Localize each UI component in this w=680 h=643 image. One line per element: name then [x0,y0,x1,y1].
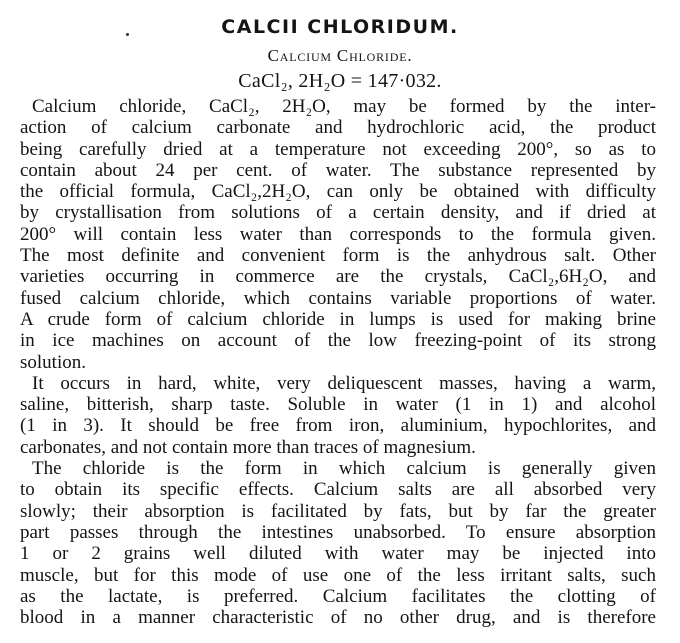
text-line: action of calcium carbonate and hydrochloric acid, the product [20,117,656,139]
text-line: by crystallisation from solutions of a certain density, and if dried at [20,202,656,224]
text-line: as the lactate, is preferred. Calcium facilitates the clotting of [20,585,656,607]
text-line: Calcium chloride, CaCl₂, 2H₂O, may be formed by the inter- [32,96,656,117]
text-line: varieties occurring in commerce are the crystals, CaCl₂,6H₂O, and [20,266,656,288]
text-line: fused calcium chloride, which contains variable proportions of water. [20,287,656,309]
text-line: muscle, but for this mode of use one of the less irritant salts, such [20,564,656,586]
text-line: solution. [20,351,86,373]
text-line: the official formula, CaCl₂,2H₂O, can only be obtained with difficulty [20,181,656,203]
text-line: slowly; their absorption is facilitated by fats, but by far the greater [20,500,656,522]
document-title: CALCII CHLORIDUM. [221,16,459,38]
paragraph-description [20,373,656,458]
text-line: saline, bitterish, sharp taste. Soluble in water (1 in 1) and alcohol [20,394,656,416]
text-line: carbonates, and not contain more than traces of magnesium. [20,436,476,458]
text-line: to obtain its specific effects. Calcium salts are all absorbed very [20,479,656,501]
text-line: (1 in 3). It should be free from iron, aluminium, hypochlorites, and [20,415,656,437]
text-line: in ice machines on account of the low freezing-point of its strong [20,330,656,352]
text-line: 200° will contain less water than corresponds to the formula given. [20,223,656,245]
chemical-formula: CaCl₂, 2H₂O = 147·032. [238,70,442,92]
text-line: blood in a manner characteristic of no other drug, and is therefore [20,607,656,629]
text-line: It occurs in hard, white, very deliquescent masses, having a warm, [32,372,656,394]
text-line: The most definite and convenient form is the anhydrous salt. Other [20,245,656,267]
paragraph-preparation [20,96,656,373]
text-line: contain about 24 per cent. of water. The substance represented by [20,159,656,181]
text-line: The chloride is the form in which calcium is generally given [32,458,656,480]
text-line: 1 or 2 grains well diluted with water may be injected into [20,543,656,565]
paragraph-action [20,458,656,628]
text-line: part passes through the intestines unabsorbed. To ensure absorption [20,521,656,543]
text-line: being carefully dried at a temperature not exceeding 200°, so as to [20,138,656,160]
text-line: A crude form of calcium chloride in lumps is used for making brine [20,308,656,330]
document-subtitle: Calcium Chloride. [267,46,413,65]
document-body [20,96,656,628]
